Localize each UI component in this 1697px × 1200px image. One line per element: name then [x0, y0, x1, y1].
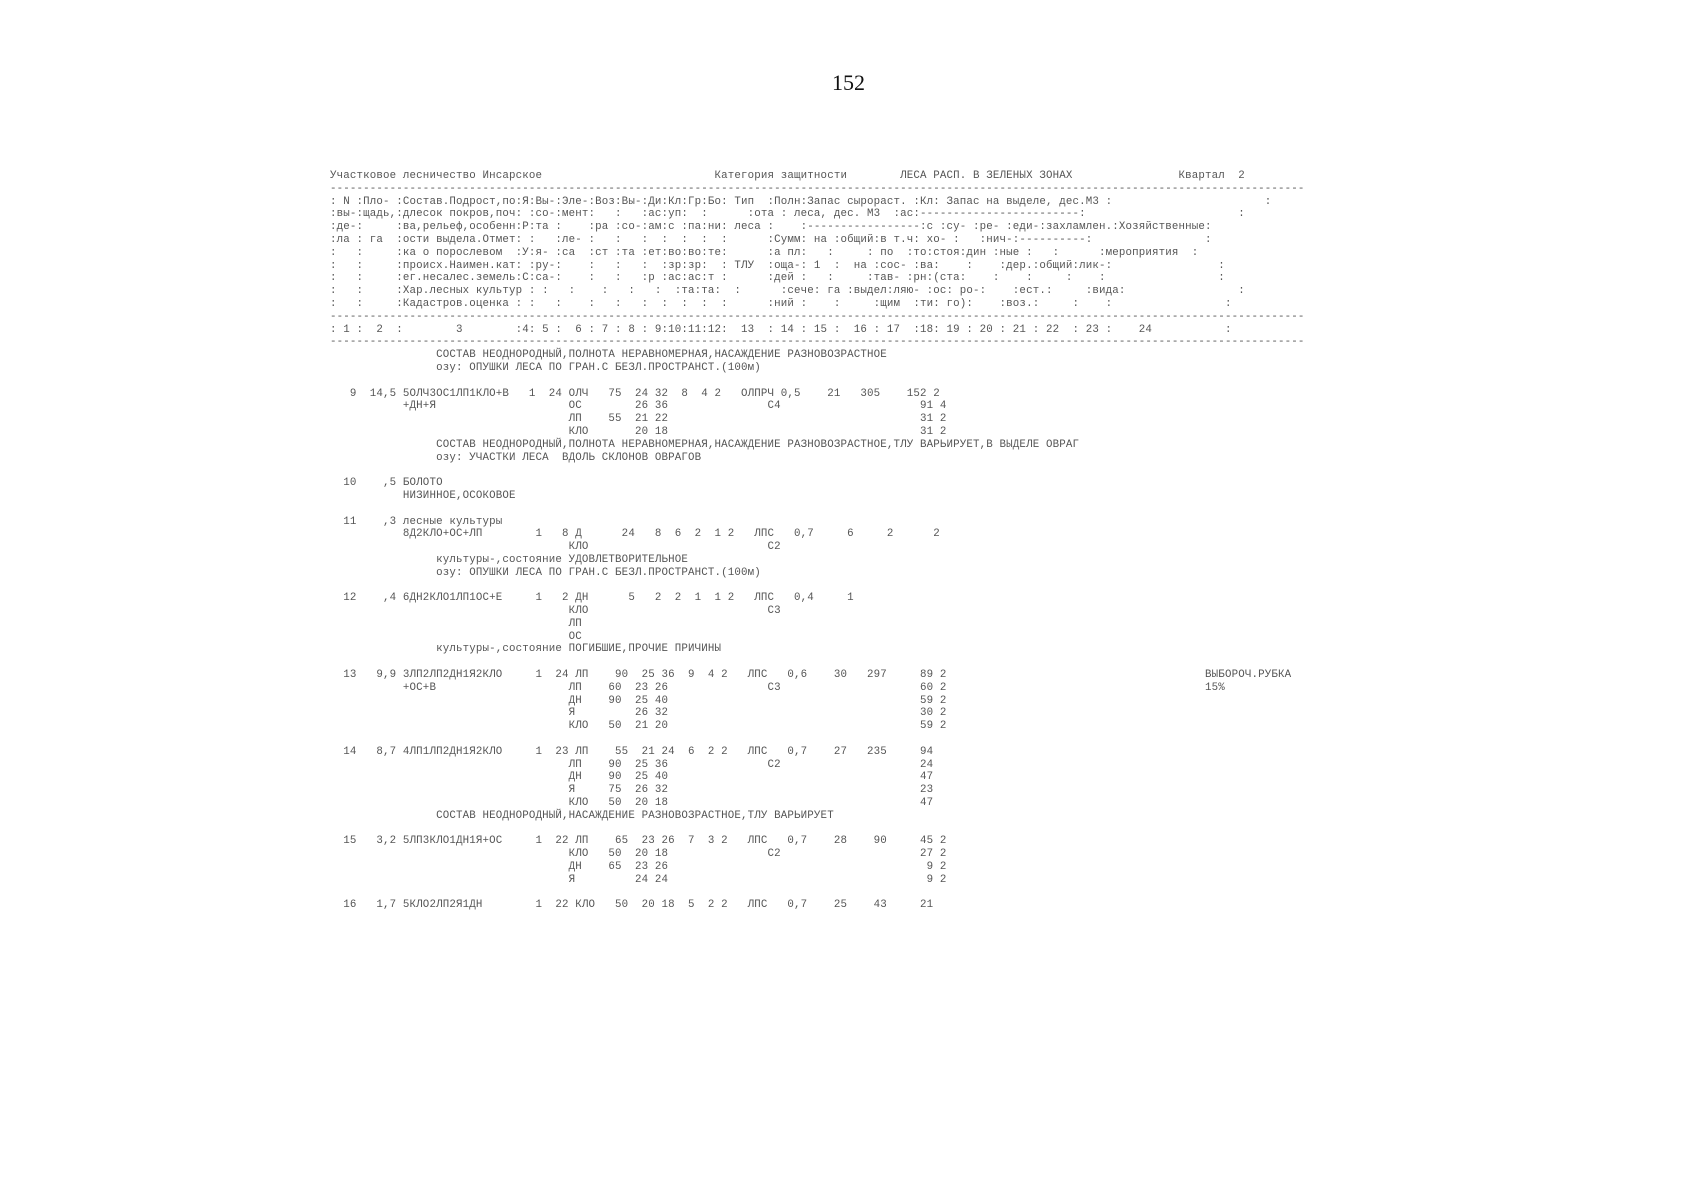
table-line: [330, 503, 1305, 516]
table-line: 11 ,3 лесные культуры: [330, 515, 503, 528]
table-line: культуры-,состояние УДОВЛЕТВОРИТЕЛЬНОЕ: [330, 553, 688, 566]
table-line: ДН 90 25 40 47: [330, 771, 934, 784]
forest-inventory-sheet: [330, 170, 1305, 912]
header-column-line: : : :ег.несалес.земель:С:са-: : : :р :ас:ас:т : :дей : : :тав- :рн:(ста: : : : : :: [330, 272, 1225, 285]
table-line: ОС: [330, 630, 582, 643]
table-line: КЛО С2: [330, 541, 781, 554]
header-column-line: : : :происх.Наимен.кат: :ру-: : : : :зр:зр: : ТЛУ :оща-: 1 : на :сос- :ва: : :дер.:общий:лик-: :: [330, 259, 1225, 272]
table-line: НИЗИННОЕ,ОСОКОВОЕ: [330, 489, 516, 502]
table-line: Я 26 32 30 2: [330, 707, 947, 720]
table-line: озу: УЧАСТКИ ЛЕСА ВДОЛЬ СКЛОНОВ ОВРАГОВ: [330, 451, 702, 464]
table-line: КЛО С3: [330, 605, 781, 618]
table-line: ЛП: [330, 617, 582, 630]
table-line: 9 14,5 5ОЛЧ3ОС1ЛП1КЛО+В 1 24 ОЛЧ 75 24 32 8 4 2 ОЛПРЧ 0,5 21 305 152 2: [330, 387, 940, 400]
table-line: [330, 580, 1305, 593]
table-line: озу: ОПУШКИ ЛЕСА ПО ГРАН.С БЕЗЛ.ПРОСТРАНСТ.(100м): [330, 566, 761, 579]
header-column-line: :ла : га :ости выдела.Отмет: : :ле- : : : : : : : :Сумм: на :общий:в т.ч: хо- : :нич-:----------: :: [330, 233, 1212, 246]
header-title-line: Участковое лесничество Инсарское Категория защитности ЛЕСА РАСП. В ЗЕЛЕНЫХ ЗОНАХ Квартал 2: [330, 170, 1245, 182]
table-line: Я 24 24 9 2: [330, 873, 947, 886]
table-line: ЛП 90 25 36 С2 24: [330, 758, 934, 771]
table-line: ДН 65 23 26 9 2: [330, 861, 947, 874]
table-line: 16 1,7 5КЛО2ЛП2Я1ДН 1 22 КЛО 50 20 18 5 2 2 ЛПС 0,7 25 43 21: [330, 899, 934, 912]
table-line: +ОС+В ЛП 60 23 26 С3 60 2 15%: [330, 681, 1225, 694]
header-rule-top: ---------------------------------------------------------------------------------------------------------------------------------------------------: [330, 182, 1305, 195]
table-line: СОСТАВ НЕОДНОРОДНЫЙ,ПОЛНОТА НЕРАВНОМЕРНАЯ,НАСАЖДЕНИЕ РАЗНОВОЗРАСТНОЕ: [330, 349, 887, 362]
header-column-line: :вы-:щадь,:длесок покров,поч: :со-:мент: : :ас:уп: : :ота : леса, дес. М3 :ас:------------------------: :: [330, 208, 1245, 221]
table-line: 15 3,2 5ЛП3КЛО1ДН1Я+ОС 1 22 ЛП 65 23 26 7 3 2 ЛПС 0,7 28 90 45 2: [330, 835, 947, 848]
table-line: [330, 733, 1305, 746]
header-rule-middle: ---------------------------------------------------------------------------------------------------------------------------------------------------: [330, 310, 1305, 323]
header-column-line: : : :ка о порослевом :У:я- :са :ст :та :ет:во:во:те: :а пл: : : по :то:стоя:дин :ные : : :мероприятия :: [330, 246, 1199, 259]
table-line: 10 ,5 БОЛОТО: [330, 477, 443, 490]
table-line: [330, 887, 1305, 900]
header-column-line: : N :Пло- :Состав.Подрост,по:Я:Вы-:Эле-:Воз:Вы-:Ди:Кл:Гр:Бо: Тип :Полн:Запас сырораст. :Кл: Запас на выделе, дес.М3 : :: [330, 195, 1272, 208]
table-line: Я 75 26 32 23: [330, 784, 934, 797]
table-line: ЛП 55 21 22 31 2: [330, 413, 947, 426]
table-line: ДН 90 25 40 59 2: [330, 694, 947, 707]
table-line: 14 8,7 4ЛП1ЛП2ДН1Я2КЛО 1 23 ЛП 55 21 24 6 2 2 ЛПС 0,7 27 235 94: [330, 745, 934, 758]
table-line: [330, 823, 1305, 836]
page-number: 152: [832, 70, 865, 95]
header-rule-bottom: ---------------------------------------------------------------------------------------------------------------------------------------------------: [330, 336, 1305, 349]
table-line: 8Д2КЛО+ОС+ЛП 1 8 Д 24 8 6 2 1 2 ЛПС 0,7 6 2 2: [330, 528, 940, 541]
header-column-line: : : :Кадастров.оценка : : : : : : : : : : :ний : : :щим :ти: го): :воз.: : : :: [330, 297, 1232, 310]
table-line: 13 9,9 3ЛП2ЛП2ДН1Я2КЛО 1 24 ЛП 90 25 36 9 4 2 ЛПС 0,6 30 297 89 2 ВЫБОРОЧ.РУБКА: [330, 669, 1292, 682]
table-line: 12 ,4 6ДН2КЛО1ЛП1ОС+Е 1 2 ДН 5 2 2 1 1 2 ЛПС 0,4 1: [330, 592, 854, 605]
table-line: КЛО 50 20 18 47: [330, 797, 934, 810]
table-line: СОСТАВ НЕОДНОРОДНЫЙ,НАСАЖДЕНИЕ РАЗНОВОЗРАСТНОЕ,ТЛУ ВАРЬИРУЕТ: [330, 809, 834, 822]
table-line: культуры-,состояние ПОГИБШИЕ,ПРОЧИЕ ПРИЧИНЫ: [330, 643, 722, 656]
table-line: [330, 464, 1305, 477]
table-line: [330, 656, 1305, 669]
table-line: [330, 375, 1305, 388]
table-body: [330, 349, 1305, 912]
column-numbers: : 1 : 2 : 3 :4: 5 : 6 : 7 : 8 : 9:10:11:12: 13 : 14 : 15 : 16 : 17 :18: 19 : 20 : 21 : 22 : 23 : 24 :: [330, 323, 1232, 336]
table-line: СОСТАВ НЕОДНОРОДНЫЙ,ПОЛНОТА НЕРАВНОМЕРНАЯ,НАСАЖДЕНИЕ РАЗНОВОЗРАСТНОЕ,ТЛУ ВАРЬИРУЕТ,В ВЫДЕЛЕ ОВРАГ: [330, 438, 1080, 451]
table-line: КЛО 20 18 31 2: [330, 425, 947, 438]
table-line: КЛО 50 21 20 59 2: [330, 720, 947, 733]
table-line: озу: ОПУШКИ ЛЕСА ПО ГРАН.С БЕЗЛ.ПРОСТРАНСТ.(100м): [330, 361, 761, 374]
table-line: +ДН+Я ОС 26 36 С4 91 4: [330, 400, 947, 413]
header-column-line: :де-: :ва,рельеф,особенн:Р:та : :ра :со-:ам:с :па:ни: леса : :-----------------:с :су- :ре- :еди-:захламлен.:Хозяйственные:: [330, 221, 1212, 234]
table-line: КЛО 50 20 18 С2 27 2: [330, 848, 947, 861]
header-column-line: : : :Хар.лесных культур : : : : : : :та:та: : :сече: га :выдел:ляю- :ос: ро-: :ест.: :вида: :: [330, 285, 1245, 298]
